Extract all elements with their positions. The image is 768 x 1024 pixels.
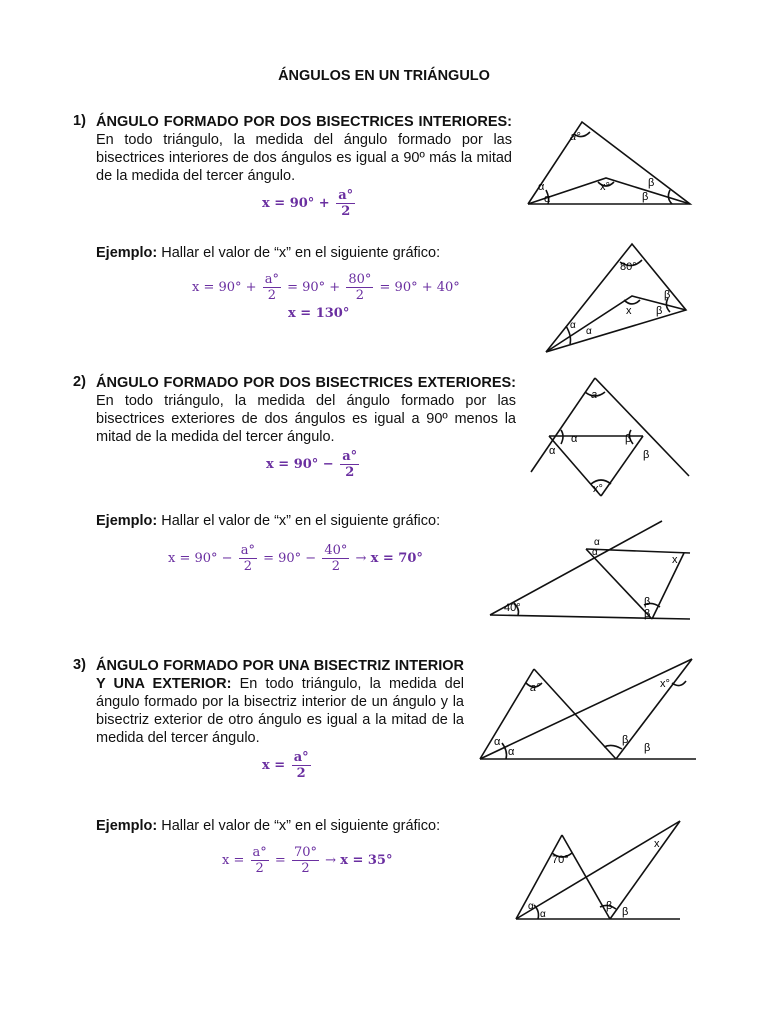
fig1-alpha-1: α (538, 181, 545, 193)
solution-part: = 90° + 40° (379, 280, 460, 295)
solution-part: = 90° − (263, 551, 317, 566)
frac-numerator: 70° (293, 845, 317, 860)
formula-numerator: a° (293, 750, 309, 765)
section-1-number: 1) (73, 113, 86, 129)
solution-result: x = 70° (370, 551, 423, 566)
section-1-heading: ÁNGULO FORMADO POR DOS BISECTRICES INTERIORES: (96, 114, 512, 130)
example-text: Hallar el valor de “x” en el siguiente gráfico: (157, 818, 441, 834)
section-3-example (96, 818, 440, 834)
section-3-solution (222, 845, 392, 876)
formula-numerator: a° (338, 188, 354, 203)
fig2ex-alpha-2: α (592, 547, 598, 558)
figure-exterior-example (484, 515, 694, 625)
fig1-alpha-2: α (544, 193, 551, 205)
section-1-text (96, 113, 512, 185)
example-label: Ejemplo: (96, 513, 158, 529)
section-2-solution (168, 543, 423, 574)
fig1-angle-x: x° (600, 181, 610, 193)
fig3ex-beta-1: β (606, 900, 613, 912)
fig3ex-alpha-1: α (528, 901, 534, 912)
fig2-angle-a: a (591, 389, 598, 401)
frac-denominator: 2 (239, 558, 257, 574)
figure-exterior-bisectors (525, 372, 695, 502)
formula-lhs: x = 90° − (266, 457, 334, 472)
fig3-angle-a: a° (530, 682, 541, 694)
fig2ex-angle-40: 40° (504, 602, 521, 614)
section-2-number: 2) (73, 374, 86, 390)
fig3-beta-2: β (644, 742, 651, 754)
section-1-solution (192, 272, 460, 303)
section-1-formula (262, 188, 357, 219)
formula-lhs: x = (262, 758, 286, 773)
fig2ex-beta-2: β (644, 608, 651, 620)
solution-part: = (274, 853, 286, 868)
formula-denominator: 2 (292, 765, 311, 781)
section-3-heading: ÁNGULO FORMADO POR UNA BISECTRIZ INTERIOR Y UNA EXTERIOR: (96, 658, 464, 692)
formula-denominator: 2 (336, 203, 355, 219)
solution-part: → (355, 551, 367, 566)
section-2-example (96, 513, 440, 529)
figure-interior-example (540, 240, 700, 355)
example-label: Ejemplo: (96, 245, 158, 261)
fig3ex-angle-70: 70° (552, 854, 569, 866)
fig1-beta-1: β (648, 177, 655, 189)
section-3-number: 3) (73, 657, 86, 673)
solution-part: x = (222, 853, 245, 868)
formula-lhs: x = 90° + (262, 196, 330, 211)
fig1ex-angle-80: 80° (620, 261, 637, 273)
frac-numerator: a° (240, 543, 255, 558)
solution-result: x = 35° (340, 853, 393, 868)
section-1-body: En todo triángulo, la medida del ángulo formado por las bisectrices interiores de dos ángulos es igual a 90º más la mitad de la medida del tercer ángulo. (96, 132, 512, 184)
frac-denominator: 2 (263, 287, 281, 303)
formula-numerator: a° (342, 449, 358, 464)
figure-interior-exterior-example (512, 815, 684, 925)
solution-part: = 90° + (287, 280, 341, 295)
page-title: ÁNGULOS EN UN TRIÁNGULO (278, 68, 490, 84)
section-3-body: En todo triángulo, la medida del ángulo formado por la bisectriz interior de un ángulo y la bisectriz exterior de otro ángulo es igual a la mitad de la medida del tercer ángulo. (96, 676, 464, 746)
frac-numerator: a° (252, 845, 267, 860)
fig1ex-angle-x: x (626, 305, 632, 317)
section-1-result: x = 130° (288, 306, 350, 321)
section-2-body: En todo triángulo, la medida del ángulo formado por las bisectrices exteriores de dos ángulos es igual a 90º menos la mitad de la medida del tercer ángulo. (96, 393, 516, 445)
fig1ex-beta-2: β (656, 305, 663, 317)
frac-denominator: 2 (292, 860, 319, 876)
fig3-alpha-1: α (494, 736, 501, 748)
fig2ex-alpha-1: α (594, 537, 600, 548)
frac-denominator: 2 (322, 558, 349, 574)
solution-part: x = 90° + (192, 280, 257, 295)
fig2-alpha-1: α (571, 433, 578, 445)
fig3ex-beta-2: β (622, 906, 629, 918)
fig2-beta-2: β (643, 449, 650, 461)
example-text: Hallar el valor de “x” en el siguiente gráfico: (157, 513, 441, 529)
figure-interior-exterior-bisectors (474, 655, 700, 765)
fig1-angle-a: a° (570, 131, 581, 143)
frac-numerator: 80° (348, 272, 372, 287)
frac-denominator: 2 (251, 860, 269, 876)
fig2ex-beta-1: β (644, 596, 651, 608)
example-text: Hallar el valor de “x” en el siguiente gráfico: (157, 245, 441, 261)
section-2-heading: ÁNGULO FORMADO POR DOS BISECTRICES EXTERIORES: (96, 375, 516, 391)
section-3-text (96, 657, 464, 747)
fig1-beta-2: β (642, 191, 649, 203)
fig3-alpha-2: α (508, 746, 515, 758)
fig3-angle-x: x° (660, 678, 670, 690)
frac-numerator: a° (264, 272, 279, 287)
section-3-formula (262, 750, 313, 781)
frac-denominator: 2 (346, 287, 373, 303)
fig2-beta-1: β (625, 433, 632, 445)
solution-part: → (325, 853, 337, 868)
fig2-alpha-2: α (549, 445, 556, 457)
section-2-text (96, 374, 516, 446)
solution-part: x = 90° − (168, 551, 233, 566)
fig3-beta-1: β (622, 734, 629, 746)
formula-denominator: 2 (340, 464, 359, 480)
figure-interior-bisectors (520, 110, 700, 210)
section-1-example (96, 245, 440, 261)
fig1ex-alpha-2: α (586, 326, 592, 337)
fig2ex-angle-x: x (672, 554, 678, 566)
fig1ex-alpha-1: α (570, 320, 576, 331)
example-label: Ejemplo: (96, 818, 158, 834)
frac-numerator: 40° (324, 543, 348, 558)
fig3ex-alpha-2: α (540, 909, 546, 920)
fig1ex-beta-1: β (664, 289, 671, 301)
fig2-angle-x: x° (593, 483, 603, 495)
section-2-formula (266, 449, 361, 480)
fig3ex-angle-x: x (654, 838, 660, 850)
